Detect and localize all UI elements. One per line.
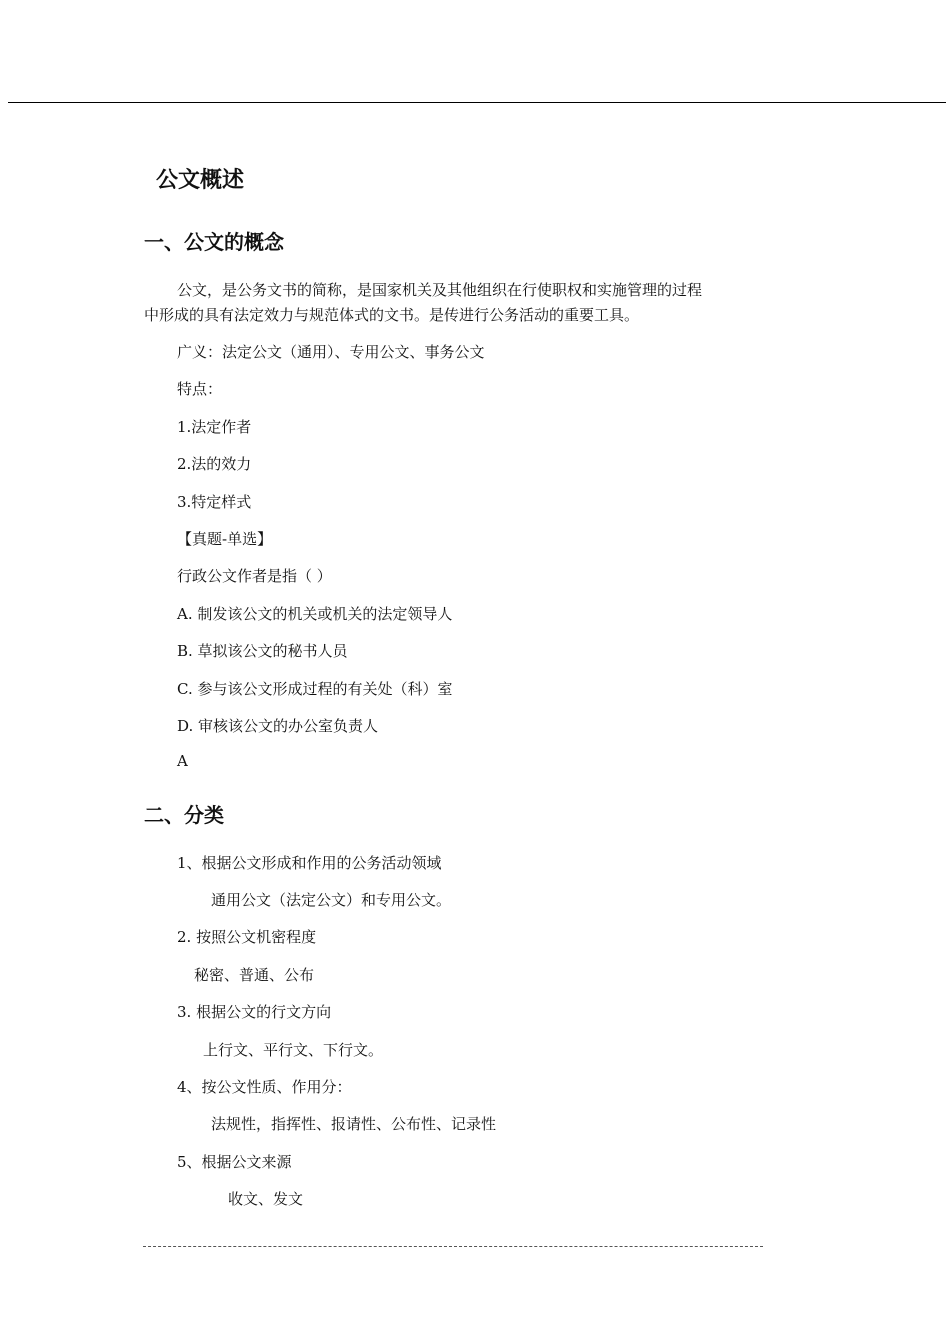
feature-item: 1.法定作者 (177, 418, 252, 436)
section-heading-classification: 二、分类 (144, 803, 224, 827)
feature-item: 3.特定样式 (177, 493, 252, 511)
answer-text: A (177, 752, 188, 770)
classification-item-label: 4、按公文性质、作用分： (177, 1078, 352, 1096)
features-label: 特点： (177, 380, 223, 398)
classification-item-label: 3. 根据公文的行文方向 (177, 1003, 332, 1021)
broad-sense-text: 广义：法定公文（通用）、专用公文、事务公文 (177, 343, 485, 361)
classification-item-detail: 通用公文（法定公文）和专用公文。 (211, 891, 452, 909)
classification-item-detail: 上行文、平行文、下行文。 (203, 1041, 384, 1059)
option-a: A. 制发该公文的机关或机关的法定领导人 (177, 605, 453, 623)
option-b: B. 草拟该公文的秘书人员 (177, 642, 348, 660)
classification-item-detail: 法规性，指挥性、报请性、公布性、记录性 (211, 1115, 497, 1133)
option-d: D. 审核该公文的办公室负责人 (177, 717, 379, 735)
definition-line-2: 中形成的具有法定效力与规范体式的文书。是传进行公务活动的重要工具。 (144, 306, 640, 324)
definition-line-1: 公文，是公务文书的简称，是国家机关及其他组织在行使职权和实施管理的过程 (177, 281, 703, 299)
footer-dashed-rule (143, 1246, 763, 1247)
feature-item: 2.法的效力 (177, 455, 252, 473)
exam-tag: 【真题-单选】 (177, 530, 273, 548)
document-title: 公文概述 (156, 168, 245, 193)
option-c: C. 参与该公文形成过程的有关处（科）室 (177, 680, 453, 698)
header-rule (8, 102, 946, 103)
classification-item-label: 5、根据公文来源 (177, 1153, 292, 1171)
classification-item-detail: 秘密、普通、公布 (194, 966, 315, 984)
section-heading-concept: 一、公文的概念 (144, 230, 284, 254)
question-text: 行政公文作者是指（ ） (177, 567, 332, 585)
classification-item-label: 1、根据公文形成和作用的公务活动领域 (177, 854, 442, 872)
classification-item-label: 2. 按照公文机密程度 (177, 928, 317, 946)
classification-item-detail: 收文、发文 (228, 1190, 304, 1208)
